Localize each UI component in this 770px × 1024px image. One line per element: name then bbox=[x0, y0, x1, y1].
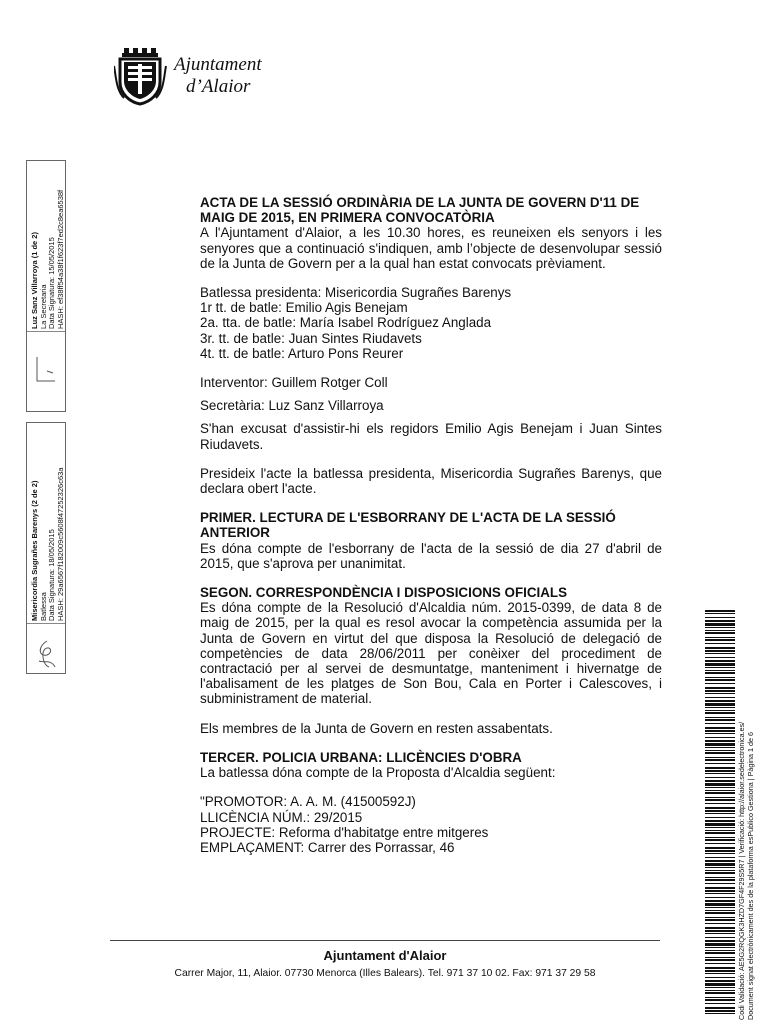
barcode-bar bbox=[705, 707, 735, 708]
barcode-bar bbox=[705, 770, 735, 772]
verification-line-2: Document signat electrònicament des de la plataforma esPublico Gestiona | Pàgina 1 de 6 bbox=[746, 732, 755, 1020]
barcode-bar bbox=[705, 637, 735, 638]
section-2-note: Els membres de la Junta de Govern en resten assabentats. bbox=[200, 720, 553, 736]
footer-divider bbox=[110, 940, 660, 941]
section-1-heading: PRIMER. LECTURA DE L'ESBORRANY DE L'ACTA DE LA SESSIÓ ANTERIOR bbox=[200, 510, 616, 541]
barcode-bar bbox=[705, 643, 735, 644]
section-2-text: Es dóna compte de la Resolució d'Alcaldia núm. 2015-0399, de data 8 de maig de 2015, per la qual es resol avocar la competència assumida per la Junta de Govern en virtut del que disposa la Resolució de delegació de competències de data 28/06/2011 per conèixer del procediment de contractació per al servei de desmuntatge, manteniment i hivernatge de l'abalisament de les platges de Son Bou, Cala en Porter i Calescoves, i subministrament de material. bbox=[200, 600, 662, 707]
document-body bbox=[200, 195, 662, 855]
barcode-bar bbox=[705, 767, 735, 769]
document-title: ACTA DE LA SESSIÓ ORDINÀRIA DE LA JUNTA DE GOVERN D'11 DE MAIG DE 2015, EN PRIMERA CONVOCATÒRIA bbox=[200, 195, 640, 226]
barcode-bar bbox=[705, 759, 735, 761]
barcode-bar bbox=[705, 940, 735, 942]
barcode-bar bbox=[705, 963, 735, 964]
barcode-bar bbox=[705, 677, 735, 678]
barcode-bar bbox=[705, 783, 735, 786]
footer-title: Ajuntament d'Alaior bbox=[323, 948, 447, 963]
barcode-bar bbox=[705, 1010, 735, 1012]
municipal-logo bbox=[114, 46, 284, 108]
signature-divider bbox=[27, 331, 65, 332]
barcode-bar bbox=[705, 693, 735, 694]
barcode-bar bbox=[705, 727, 735, 729]
signature-1-text bbox=[31, 190, 65, 329]
barcode-bar bbox=[705, 987, 735, 988]
interventor-line: Interventor: Guillem Rotger Coll bbox=[200, 375, 388, 391]
section-2-heading: SEGON. CORRESPONDÈNCIA I DISPOSICIONS OFICIALS bbox=[200, 585, 568, 601]
attendee-item: 4t. tt. de batle: Arturo Pons Reurer bbox=[200, 345, 404, 361]
barcode-bar bbox=[705, 740, 735, 742]
barcode-bar bbox=[705, 687, 735, 689]
section-3-heading: TERCER. POLICIA URBANA: LLICÈNCIES D'OBRA bbox=[200, 749, 522, 765]
barcode-bar bbox=[705, 857, 735, 858]
barcode-bar bbox=[705, 799, 735, 801]
barcode-bar bbox=[705, 817, 735, 818]
barcode-bar bbox=[705, 1007, 735, 1009]
intro-paragraph: A l'Ajuntament d'Alaior, a les 10.30 hores, es reuneixen els senyors i les senyores que a continuació s'indiquen, amb l’objecte de desenvolupar sessió de la Junta de Govern per a la qual han estat convocats prèviament. bbox=[200, 225, 662, 271]
barcode-bar bbox=[705, 780, 735, 782]
barcode-bar bbox=[705, 730, 735, 732]
barcode-bar bbox=[705, 792, 735, 794]
barcode-bar bbox=[705, 970, 735, 972]
barcode-bar bbox=[705, 719, 735, 721]
barcode-bar bbox=[705, 853, 735, 854]
secretaria-line: Secretària: Luz Sanz Villarroya bbox=[200, 398, 384, 414]
barcode-bar bbox=[705, 683, 735, 684]
barcode-bar bbox=[705, 712, 735, 714]
barcode-bar bbox=[705, 1013, 735, 1014]
footer-address: Carrer Major, 11, Alaior. 07730 Menorca (Illes Balears). Tel. 971 37 10 02. Fax: 971 37 29 58 bbox=[174, 968, 596, 979]
barcode-bar bbox=[705, 907, 735, 908]
barcode-bar bbox=[705, 663, 735, 666]
barcode-bar bbox=[705, 850, 735, 852]
barcode-bar bbox=[705, 847, 735, 849]
barcode-bar bbox=[705, 763, 735, 764]
signature-divider bbox=[27, 623, 65, 624]
signature-2-text bbox=[31, 468, 65, 621]
barcode-bar bbox=[705, 777, 735, 778]
coat-of-arms-icon bbox=[114, 46, 170, 108]
barcode-bar bbox=[705, 990, 735, 991]
barcode-bar bbox=[705, 737, 735, 738]
barcode-bar bbox=[705, 610, 735, 612]
barcode-bar bbox=[705, 910, 735, 911]
signature-date: Data Signatura: 15/05/2015 bbox=[47, 237, 57, 329]
proposal-line: LLICÈNCIA NÚM.: 29/2015 bbox=[200, 809, 363, 825]
barcode-bar bbox=[705, 803, 735, 804]
proposal-line: EMPLAÇAMENT: Carrer des Porrassar, 46 bbox=[200, 839, 455, 855]
barcode-bar bbox=[705, 883, 735, 884]
barcode-bar bbox=[705, 917, 735, 918]
barcode-bar bbox=[705, 650, 735, 652]
barcode-bar bbox=[705, 832, 735, 834]
barcode-bar bbox=[705, 887, 735, 889]
signature-box-2 bbox=[26, 422, 66, 674]
barcode-bar bbox=[705, 947, 735, 948]
barcode-bar bbox=[705, 977, 735, 978]
barcode-bar bbox=[705, 900, 735, 902]
barcode-bar bbox=[705, 967, 735, 969]
barcode-bar bbox=[705, 863, 735, 866]
barcode-bar bbox=[705, 1003, 735, 1004]
signature-date: Data Signatura: 18/05/2015 bbox=[47, 529, 57, 621]
barcode-bar bbox=[705, 787, 735, 788]
attendee-item: 3r. tt. de batle: Juan Sintes Riudavets bbox=[200, 330, 422, 346]
signer-role: La Secretaria bbox=[38, 284, 48, 329]
barcode-bar bbox=[705, 937, 735, 938]
excused-paragraph: S'han excusat d'assistir-hi els regidors Emilio Agis Benejam i Juan Sintes Riudavets. bbox=[200, 421, 662, 452]
barcode-bar bbox=[705, 690, 735, 692]
barcode-bar bbox=[705, 843, 735, 844]
barcode-bar bbox=[705, 980, 735, 982]
barcode-bar bbox=[705, 830, 735, 831]
barcode-bar bbox=[705, 617, 735, 618]
barcode-bar bbox=[705, 639, 735, 641]
proposal-line: "PROMOTOR: A. A. M. (41500592J) bbox=[200, 794, 416, 810]
barcode-bar bbox=[705, 810, 735, 812]
section-3-text: La batlessa dóna compte de la Proposta d'Alcaldia següent: bbox=[200, 765, 556, 781]
barcode-bar bbox=[705, 670, 735, 671]
attendee-item: Batlessa presidenta: Misericordia Sugrañes Barenys bbox=[200, 285, 512, 301]
barcode-bar bbox=[705, 797, 735, 798]
barcode-bar bbox=[705, 723, 735, 724]
barcode-bar bbox=[705, 923, 735, 924]
barcode-bar bbox=[705, 837, 735, 838]
barcode-bar bbox=[705, 930, 735, 932]
barcode-bar bbox=[705, 623, 735, 626]
barcode-bar bbox=[705, 912, 735, 914]
barcode-bar bbox=[705, 733, 735, 734]
signer-name: Misericordia Sugrañes Barenys (2 de 2) bbox=[30, 480, 39, 621]
barcode-bar bbox=[705, 827, 735, 828]
section-1-text: Es dóna compte de l'esborrany de l'acta de la sessió de dia 27 d'abril de 2015, que s'aprova per unanimitat. bbox=[200, 540, 662, 571]
barcode-bar bbox=[705, 660, 735, 662]
barcode-bar bbox=[705, 860, 735, 862]
barcode-bar bbox=[705, 667, 735, 668]
barcode-bar bbox=[705, 653, 735, 654]
barcode-bar bbox=[705, 983, 735, 986]
barcode-bar bbox=[705, 679, 735, 681]
signer-role: Batlessa bbox=[38, 592, 48, 621]
barcode-bar bbox=[705, 620, 735, 622]
barcode-bar bbox=[705, 752, 735, 754]
barcode-bar bbox=[705, 897, 735, 898]
barcode-bar bbox=[705, 870, 735, 871]
barcode-bar bbox=[705, 630, 735, 631]
barcode-bar bbox=[705, 997, 735, 998]
barcode-bar bbox=[705, 943, 735, 946]
barcode-bar bbox=[705, 632, 735, 634]
barcode-bar bbox=[705, 717, 735, 718]
barcode-bar bbox=[705, 703, 735, 706]
barcode-bar bbox=[705, 647, 735, 649]
opening-paragraph: Presideix l'acte la batlessa presidenta, Misericordia Sugrañes Barenys, que declara obert l'acte. bbox=[200, 465, 662, 497]
barcode-bar bbox=[705, 952, 735, 954]
barcode-bar bbox=[705, 820, 735, 822]
barcode-bar bbox=[705, 999, 735, 1001]
proposal-line: PROJECTE: Reforma d'habitatge entre mitgeres bbox=[200, 824, 489, 840]
barcode-bar bbox=[705, 672, 735, 674]
barcode-bar bbox=[705, 613, 735, 614]
barcode-bar bbox=[705, 627, 735, 628]
barcode-bar bbox=[705, 757, 735, 758]
proposal-block bbox=[200, 794, 662, 855]
barcode-bar bbox=[705, 813, 735, 814]
verification-barcode bbox=[705, 610, 735, 1015]
logo-wordmark bbox=[174, 54, 262, 98]
logo-line-2: d’Alaior bbox=[186, 76, 251, 97]
barcode-bar bbox=[705, 710, 735, 711]
barcode-bar bbox=[705, 927, 735, 929]
barcode-bar bbox=[705, 903, 735, 906]
signature-hash: HASH: 29a6567f182009c5608f47252326c63a bbox=[55, 467, 65, 621]
signer-name: Luz Sanz Villarroya (1 de 2) bbox=[30, 232, 39, 329]
barcode-bar bbox=[705, 743, 735, 746]
attendee-item: 2a. tta. de batle: María Isabel Rodríguez Anglada bbox=[200, 315, 492, 331]
barcode-bar bbox=[705, 700, 735, 702]
signature-hash: HASH: ef38ff54a38f1f623f7ed2c8ea6538f bbox=[55, 189, 65, 329]
barcode-bar bbox=[705, 657, 735, 658]
barcode-bar bbox=[705, 872, 735, 874]
barcode-bar bbox=[705, 790, 735, 791]
verification-text bbox=[737, 722, 755, 1020]
barcode-bar bbox=[705, 877, 735, 878]
barcode-bar bbox=[705, 919, 735, 921]
barcode-bar bbox=[705, 747, 735, 748]
barcode-bar bbox=[705, 839, 735, 841]
verification-line-1: Codi Validació: AE5G2RQGK3HZD7GF4F29S5R7 | Verificació: http://alaior.sedelectronica.es/ bbox=[737, 721, 746, 1020]
barcode-bar bbox=[705, 750, 735, 751]
barcode-bar bbox=[705, 697, 735, 698]
barcode-bar bbox=[705, 957, 735, 958]
barcode-bar bbox=[705, 950, 735, 951]
barcode-bar bbox=[705, 807, 735, 809]
logo-line-1: Ajuntament bbox=[174, 54, 262, 75]
barcode-bar bbox=[705, 773, 735, 774]
handwritten-signature-1 bbox=[33, 351, 59, 391]
barcode-bar bbox=[705, 973, 735, 974]
barcode-bar bbox=[705, 867, 735, 868]
barcode-bar bbox=[705, 959, 735, 961]
attendee-item: 1r tt. de batle: Emilio Agis Benejam bbox=[200, 300, 408, 316]
barcode-bar bbox=[705, 893, 735, 894]
barcode-bar bbox=[705, 933, 735, 934]
barcode-bar bbox=[705, 879, 735, 881]
barcode-bar bbox=[705, 823, 735, 826]
barcode-bar bbox=[705, 890, 735, 892]
attendees-list bbox=[200, 285, 662, 361]
signature-box-1 bbox=[26, 160, 66, 412]
barcode-bar bbox=[705, 992, 735, 994]
handwritten-signature-2 bbox=[33, 637, 59, 677]
